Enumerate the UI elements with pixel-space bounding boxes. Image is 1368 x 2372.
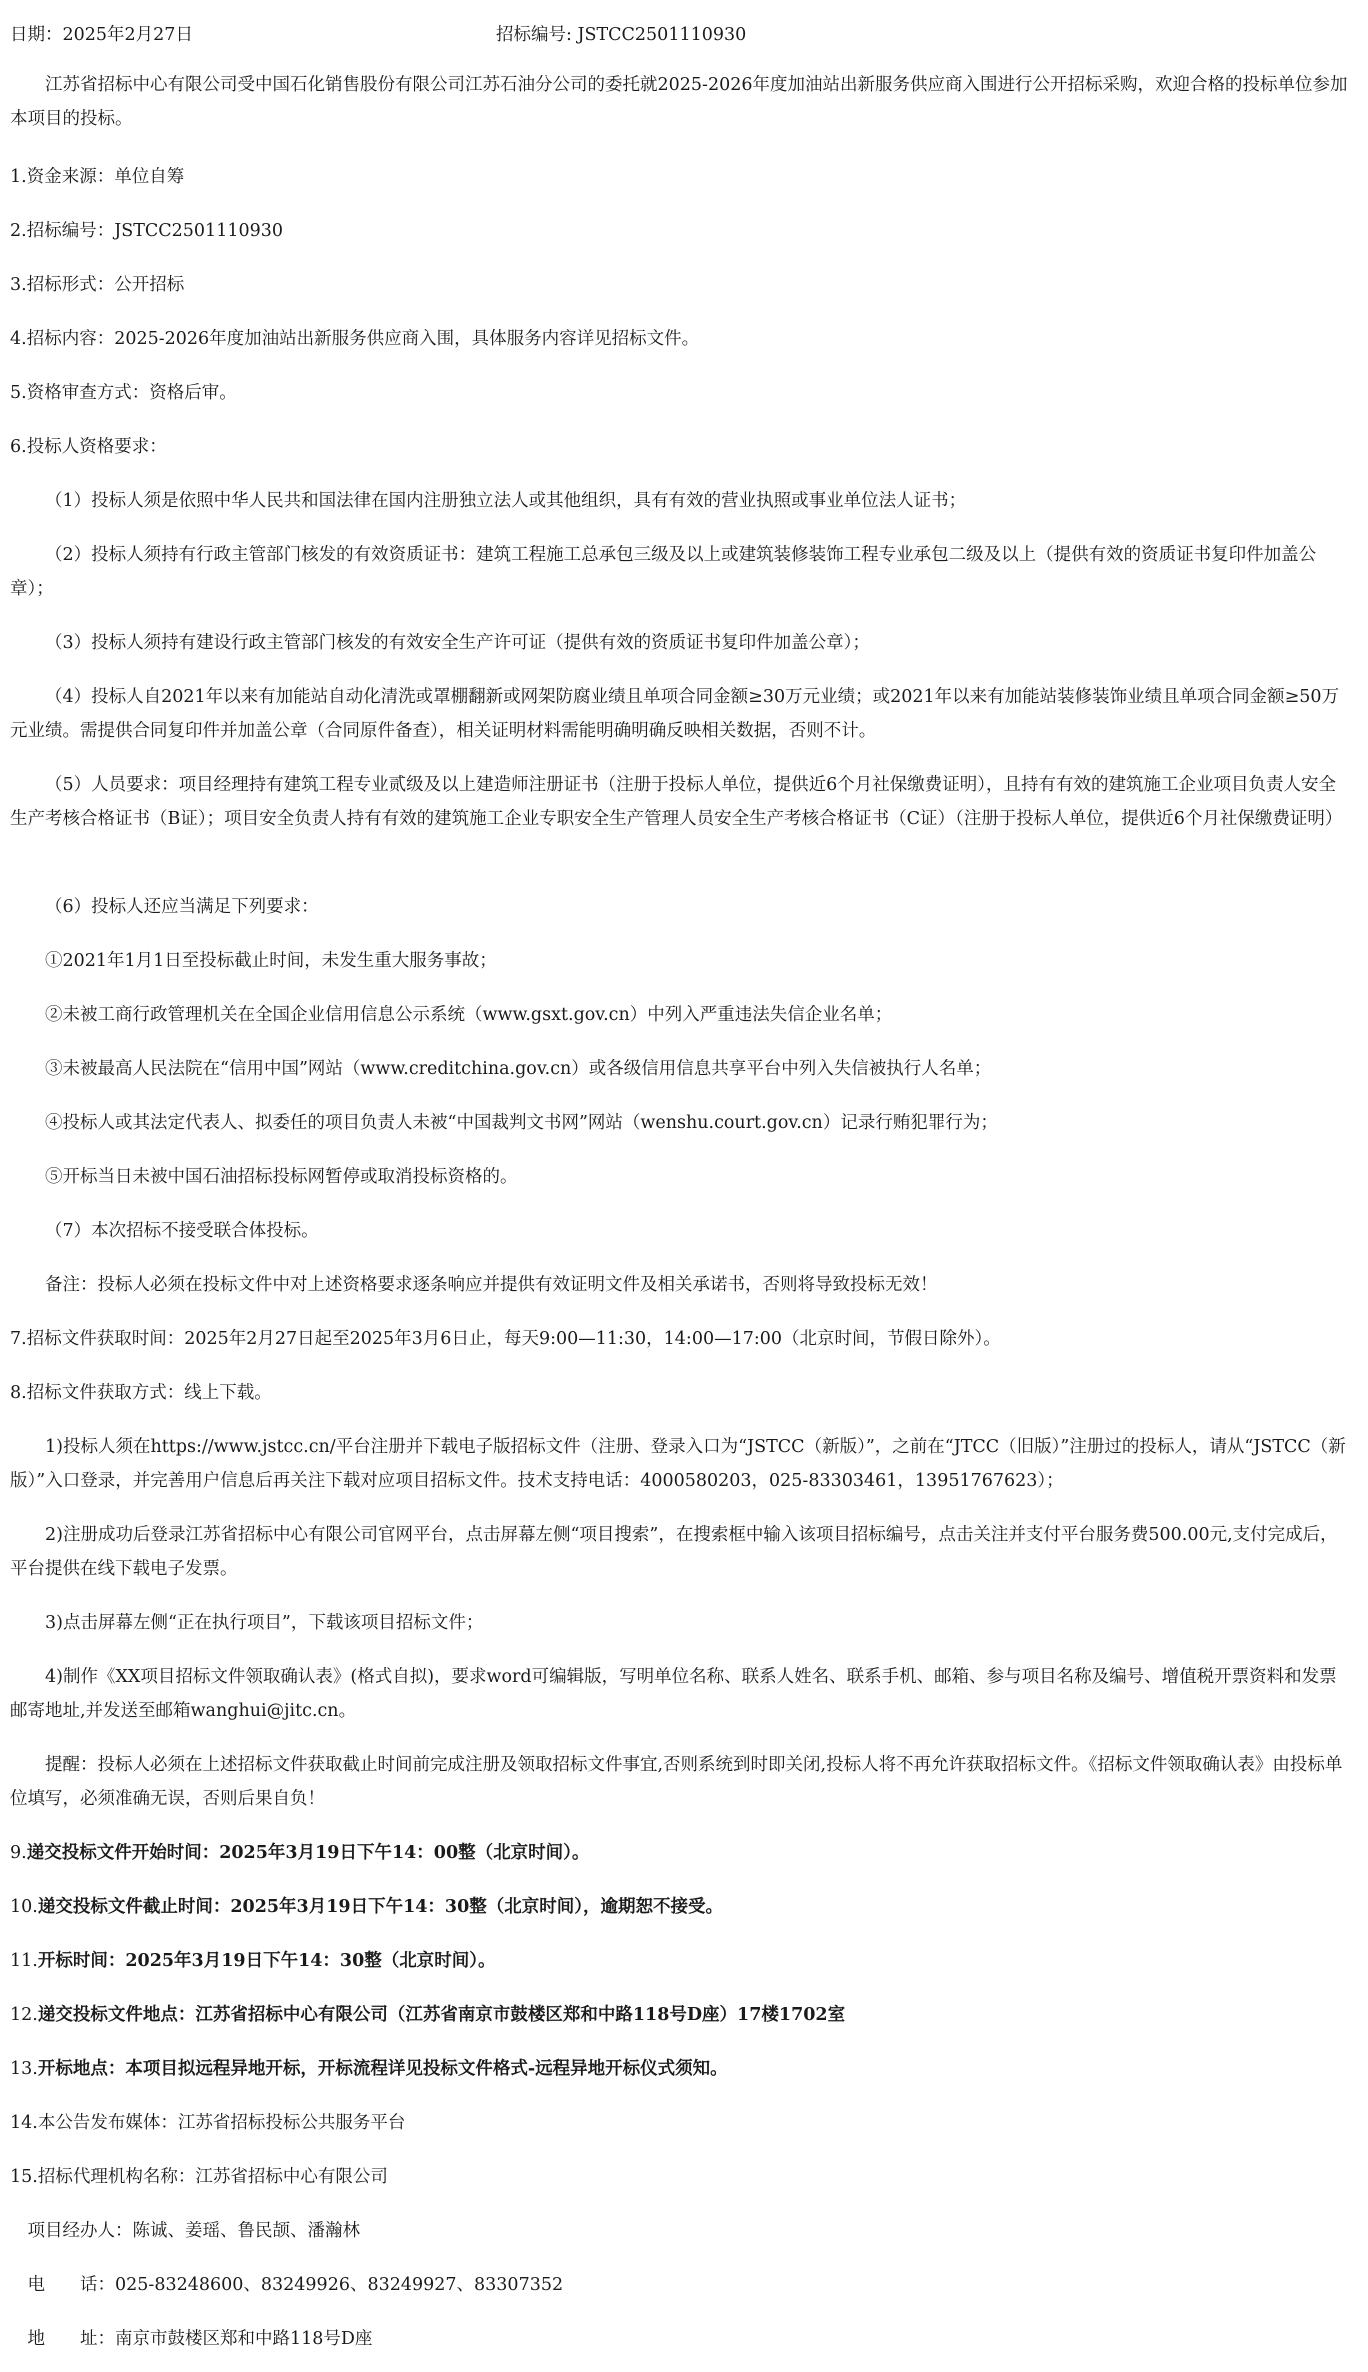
item-tender-code: 2.招标编号：JSTCC2501110930 <box>10 221 283 241</box>
item-text: 开标地点：本项目拟远程异地开标，开标流程详见投标文件格式-远程异地开标仪式须知。 <box>37 2059 728 2079</box>
contact-phone: 电 话：025-83248600、83249926、83249927、83307352 <box>27 2275 564 2295</box>
contact-staff: 项目经办人：陈诚、姜瑶、鲁民颉、潘瀚林 <box>27 2221 360 2241</box>
item-document-time: 7.招标文件获取时间：2025年2月27日起至2025年3月6日止，每天9:00—11:30，14:00—17:00（北京时间，节假日除外）。 <box>10 1329 1001 1349</box>
item-text: 开标时间：2025年3月19日下午14：30整（北京时间）。 <box>37 1951 496 1971</box>
item-tender-content: 4.招标内容：2025-2026年度加油站出新服务供应商入围，具体服务内容详见招标文件。 <box>10 329 700 349</box>
item-agency-name: 15.招标代理机构名称：江苏省招标中心有限公司 <box>10 2167 388 2187</box>
item-publication-media: 14.本公告发布媒体：江苏省招标投标公共服务平台 <box>10 2113 406 2133</box>
intro-paragraph: 江苏省招标中心有限公司受中国石化销售股份有限公司江苏石油分公司的委托就2025-2026年度加油站出新服务供应商入围进行公开招标采购，欢迎合格的投标单位参加本项目的投标。 <box>10 75 1348 129</box>
remark-note: 备注：投标人必须在投标文件中对上述资格要求逐条响应并提供有效证明文件及相关承诺书，否则将导致投标无效！ <box>45 1275 938 1295</box>
qualification-6: （6）投标人还应当满足下列要求： <box>45 897 319 917</box>
download-step-3: 3)点击屏幕左侧“正在执行项目”，下载该项目招标文件； <box>45 1613 484 1633</box>
item-number: 13. <box>10 2059 38 2079</box>
item-number: 10. <box>10 1897 38 1917</box>
item-text: 递交投标文件截止时间：2025年3月19日下午14：30整（北京时间），逾期恕不接受。 <box>37 1897 724 1917</box>
qualification-2: （2）投标人须持有行政主管部门核发的有效资质证书：建筑工程施工总承包三级及以上或建筑装修装饰工程专业承包二级及以上（提供有效的资质证书复印件加盖公章）； <box>10 545 1317 599</box>
item-number: 9. <box>10 1843 27 1863</box>
item-submission-start <box>10 1836 1352 1870</box>
item-qualification-review: 5.资格审查方式：资格后审。 <box>10 383 237 403</box>
item-submission-deadline <box>10 1890 1352 1924</box>
qualification-3: （3）投标人须持有建设行政主管部门核发的有效安全生产许可证（提供有效的资质证书复印件加盖公章）； <box>45 633 870 653</box>
item-number: 12. <box>10 2005 38 2025</box>
announcement-date: 日期：2025年2月27日 <box>10 25 193 45</box>
item-submission-place <box>10 1998 1352 2032</box>
contact-address: 地 址：南京市鼓楼区郑和中路118号D座 <box>27 2329 373 2349</box>
condition-4: ④投标人或其法定代表人、拟委任的项目负责人未被“中国裁判文书网”网站（wenshu.court.gov.cn）记录行贿犯罪行为； <box>45 1113 998 1133</box>
tender-code-header: 招标编号: JSTCC2501110930 <box>496 25 747 45</box>
download-step-2: 2)注册成功后登录江苏省招标中心有限公司官网平台，点击屏幕左侧“项目搜索”，在搜索框中输入该项目招标编号，点击关注并支付平台服务费500.00元,支付完成后，平台提供在线下载电子发票。 <box>10 1525 1338 1579</box>
item-bidder-qualifications: 6.投标人资格要求： <box>10 437 167 457</box>
download-step-1: 1)投标人须在https://www.jstcc.cn/平台注册并下载电子版招标文件（注册、登录入口为“JSTCC（新版）”，之前在“JTCC（旧版）”注册过的投标人，请从“JSTCC（新版）”入口登录，并完善用户信息后再关注下载对应项目招标文件。技术支持电话：4000580203，025-83303461，13951767623）； <box>10 1437 1346 1491</box>
item-opening-place <box>10 2052 1352 2086</box>
condition-3: ③未被最高人民法院在“信用中国”网站（www.creditchina.gov.cn）或各级信用信息共享平台中列入失信被执行人名单； <box>45 1059 992 1079</box>
qualification-7: （7）本次招标不接受联合体投标。 <box>45 1221 319 1241</box>
qualification-4: （4）投标人自2021年以来有加能站自动化清洗或罩棚翻新或网架防腐业绩且单项合同金额≥30万元业绩；或2021年以来有加能站装修装饰业绩且单项合同金额≥50万元业绩。需提供合同复印件并加盖公章（合同原件备查），相关证明材料需能明确明确反映相关数据，否则不计。 <box>10 687 1340 741</box>
item-tender-form: 3.招标形式：公开招标 <box>10 275 185 295</box>
condition-1: ①2021年1月1日至投标截止时间，未发生重大服务事故； <box>45 951 497 971</box>
reminder-note: 提醒：投标人必须在上述招标文件获取截止时间前完成注册及领取招标文件事宜,否则系统到时即关闭,投标人将不再允许获取招标文件。《招标文件领取确认表》由投标单位填写，必须准确无误，否则后果自负！ <box>10 1755 1343 1809</box>
condition-5: ⑤开标当日未被中国石油招标投标网暂停或取消投标资格的。 <box>45 1167 518 1187</box>
item-number: 11. <box>10 1951 38 1971</box>
item-text: 递交投标文件开始时间：2025年3月19日下午14：00整（北京时间）。 <box>26 1843 590 1863</box>
item-document-method: 8.招标文件获取方式：线上下载。 <box>10 1383 272 1403</box>
item-text: 递交投标文件地点：江苏省招标中心有限公司（江苏省南京市鼓楼区郑和中路118号D座）17楼1702室 <box>37 2005 846 2025</box>
qualification-5: （5）人员要求：项目经理持有建筑工程专业贰级及以上建造师注册证书（注册于投标人单位，提供近6个月社保缴费证明），且持有有效的建筑施工企业项目负责人安全生产考核合格证书（B证）；项目安全负责人持有有效的建筑施工企业专职安全生产管理人员安全生产考核合格证书（C证）（注册于投标人单位，提供近6个月社保缴费证明） <box>10 775 1343 829</box>
condition-2: ②未被工商行政管理机关在全国企业信用信息公示系统（www.gsxt.gov.cn）中列入严重违法失信企业名单； <box>45 1005 893 1025</box>
item-funding-source: 1.资金来源：单位自筹 <box>10 167 185 187</box>
download-step-4: 4)制作《XX项目招标文件领取确认表》(格式自拟)，要求word可编辑版，写明单位名称、联系人姓名、联系手机、邮箱、参与项目名称及编号、增值税开票资料和发票邮寄地址,并发送至邮箱wanghui@jitc.cn。 <box>10 1667 1337 1721</box>
item-opening-time <box>10 1944 1352 1978</box>
qualification-1: （1）投标人须是依照中华人民共和国法律在国内注册独立法人或其他组织，具有有效的营业执照或事业单位法人证书； <box>45 491 967 511</box>
